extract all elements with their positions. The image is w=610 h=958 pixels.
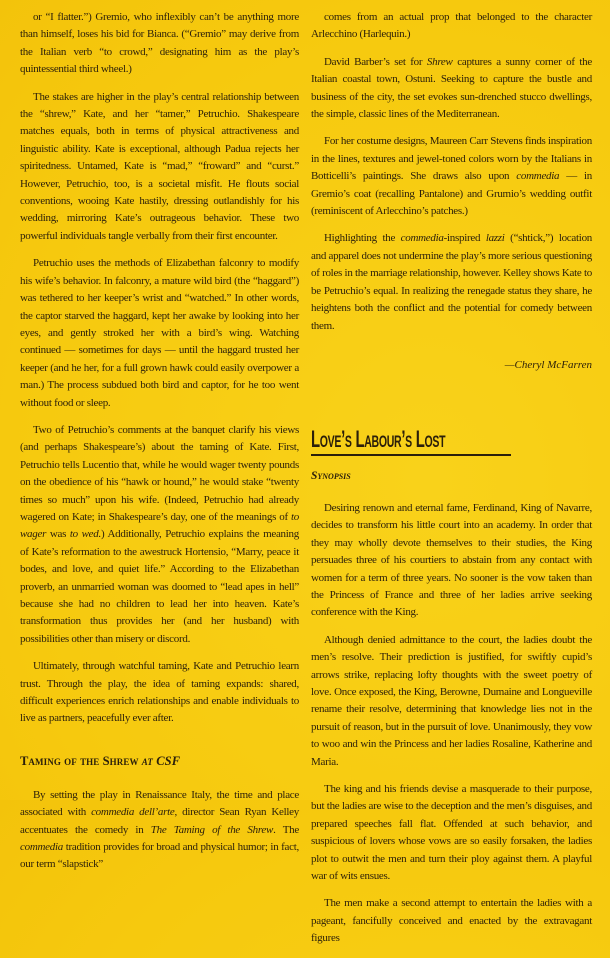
paragraph [311, 781, 592, 885]
paragraph [311, 895, 592, 947]
text-run: , director Sean Ryan Kelley accentuates the comedy in [20, 806, 299, 836]
paragraph [311, 9, 592, 44]
heading-main: Taming of the Shrew [20, 753, 142, 768]
text-run: ) Additionally, Petruchio explains the meaning of Kate’s reformation to the awestruck Hortensio, “Marry, peace it bodes, and love, and quiet life.” According to the Elizabethan proverb, an unmarried woman was doomed to “lead apes in hell” because she had no children to lead her into heaven. Kate’s transformation thus provides her (and her husband) with possibilities other than misery or discord. [20, 528, 299, 645]
text-run: captures a sunny corner of the Italian coastal town, Ostuni. Seeking to capture the bustle and business of the city, the set evokes sun-drenched stucco dwellings, the simple, classic lines of the Mediterranean. [311, 55, 592, 121]
text-run: — in Gremio’s coat (recalling Pantalone) and Grumio’s wedding outfit (reminiscent of Arlecchino’s patches.) [311, 170, 593, 218]
section-heading-csf [20, 754, 299, 769]
essay-body [20, 9, 299, 728]
text-run: Although denied admittance to the court, the ladies doubt the men’s resolve. Their prediction is justified, for swiftly cupid’s arrows strike, replacing lofty thoughts with the sweet poetry of love. Once exposed, the King, Berowne, Dumaine and Longueville rename their resolve, determining that knowledge lies not in the pursuit of reason, but in the pursuit of love. Unanimously, they vow to woo and win the Princess and her ladies Rosaline, Katherine and Maria. [311, 633, 592, 768]
text-run: tradition provides for broad and physical humor; in fact, our term “slapstick” [20, 841, 299, 871]
left-column [20, 9, 299, 884]
italic-text: commedia [20, 841, 63, 854]
text-run: For her costume designs, Maureen Carr Stevens finds inspiration in the lines, textures and jewel-toned colors worn by the Italians in Botticelli’s paintings. She draws also upon [311, 135, 593, 183]
italic-text: The Taming of the Shrew [150, 823, 274, 836]
paragraph [311, 133, 592, 220]
paragraph [20, 422, 299, 648]
paragraph [311, 54, 592, 124]
text-run: -inspired [443, 232, 486, 245]
italic-text: commedia [400, 232, 444, 245]
paragraph [311, 230, 592, 334]
play-title: Love’s Labour’s Lost [311, 425, 446, 453]
paragraph [20, 658, 299, 728]
text-run: comes from an actual prop that belonged to the character Arlecchino (Harlequin.) [311, 11, 592, 41]
right-column [311, 9, 592, 958]
text-run: was [46, 528, 70, 541]
text-run: or “I flatter.”) Gremio, who inflexibly can’t be anything more than himself, loses his bid for Bianca. (“Gremio” may derive from the Italian verb “to crowd,” designating him as the play’s quintessential third wheel.) [20, 11, 299, 76]
text-run: By setting the play in Renaissance Italy, the time and place associated with [20, 788, 299, 819]
synopsis-body [311, 500, 592, 948]
paragraph [20, 9, 299, 79]
synopsis-heading: Synopsis [311, 469, 351, 482]
italic-text: to wed. [69, 528, 101, 541]
essay-continued [311, 9, 592, 335]
heading-suffix: at CSF [141, 753, 181, 768]
paragraph [311, 500, 592, 622]
text-run: (“shtick,”) location and apparel does not undermine the play’s more serious questioning of roles in the marriage relationship, however. Kelley shows Kate to be Petruchio’s equal. In realizing the renegade status they share, he heightens both the conflict and the potential for comedy between them. [311, 232, 593, 332]
text-run: The king and his friends devise a masquerade to their purpose, but the ladies are wise to the deception and the men’s disguises, and prepared speeches fall flat. Offended at such behavior, and suspicious of lovers whose vows are so easily forsaken, the ladies plot to outwit the men and turn their ploy against them. A playful war of wits ensues. [311, 783, 592, 883]
text-run: David Barber’s set for [324, 55, 427, 68]
text-run: Two of Petruchio’s comments at the banquet clarify his views (and perhaps Shakespeare’s) about the taming of Kate. First, Petruchio tells Lucentio that, while he would wager twenty pounds on the obedience of his “hawk or hound,” he would stake “twenty times so much” upon his wife. (Indeed, Petruchio had already wagered on Kate; in Shakespeare’s day, one of the meanings of [20, 423, 299, 523]
text-run: Ultimately, through watchful taming, Kate and Petruchio learn trust. Through the play, the idea of taming expands: shared, difficult experiences enrich relationships and enable individuals to live as partners, peacefully ever after. [20, 660, 299, 725]
text-run: Petruchio uses the methods of Elizabethan falconry to modify his wife’s behavior. In falconry, a mature wild bird (the “haggard”) was tethered to her keeper’s wrist and “watched.” In other words, the captor starved the haggard, kept her awake by looking into her eyes, and gently stroked her with a bird’s wing. Watching continued — sometimes for days — until the haggard trusted her keeper (and he her, for a full grown hawk could easily overpower a man.) The process subdued both bird and captor, for he too went without food or sleep. [20, 257, 299, 409]
text-run: Desiring renown and eternal fame, Ferdinand, King of Navarre, decides to transform his little court into an academy. In order that they may wholly devote themselves to their studies, the King persuades three of his courtiers to abstain from any contact with women for a term of three years. No sooner is the vow taken than the Princess of France and three of her ladies arrive seeking conference with the King. [311, 501, 592, 619]
italic-text: commedia [516, 170, 560, 183]
paragraph [20, 89, 299, 246]
italic-text: to wager [20, 510, 299, 541]
text-run: The men make a second attempt to entertain the ladies with a pageant, fancifully conceived and enacted by the extravagant figures [311, 897, 592, 945]
italic-text: Shrew [426, 55, 453, 68]
text-run: The stakes are higher in the play’s central relationship between the “shrew,” Kate, and her “tamer,” Petruchio. Shakespeare matches equals, both in terms of physical attractiveness and linguistic ability. Kate is exceptional, although Padua rejects her spiritedness. Untamed, Kate is “mad,” “froward” and “curst.” However, Petruchio, too, is a societal misfit. He flouts social conventions, wooing Kate hastily, dressing outlandishly for his wedding, mirroring Kate’s outrageous behavior. These two powerful individuals tangle verbally from their first encounter. [20, 90, 299, 242]
italic-text: lazzi [485, 232, 505, 245]
italic-text: commedia dell’arte [91, 806, 175, 819]
play-title-block [311, 427, 511, 456]
paragraph [20, 255, 299, 412]
text-run: . The [273, 823, 299, 836]
author-signature: —Cheryl McFarren [504, 358, 592, 371]
text-run: Highlighting the [324, 232, 401, 245]
paragraph [311, 632, 592, 771]
